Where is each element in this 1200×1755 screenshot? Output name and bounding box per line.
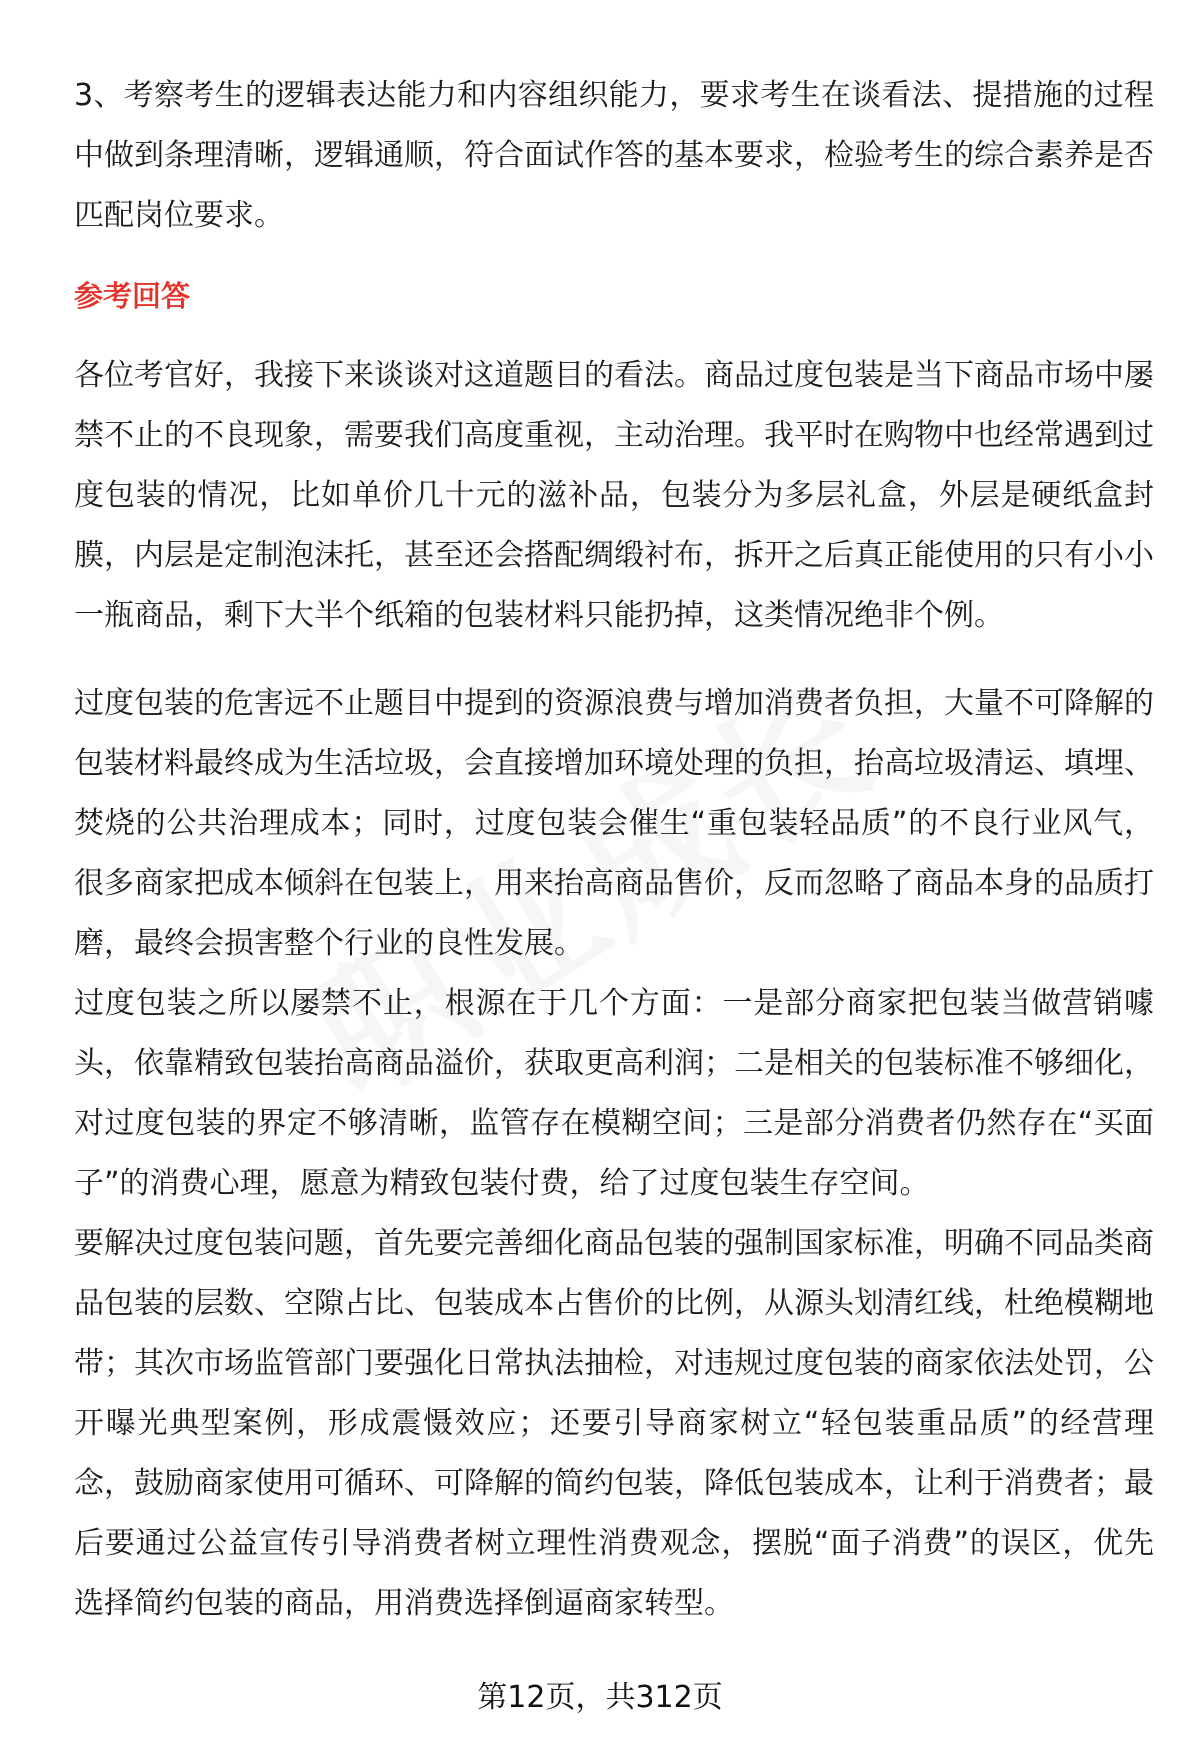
answer-paragraph-4: 要解决过度包装问题，首先要完善细化商品包装的强制国家标准，明确不同品类商品包装的层数、空隙占比、包装成本占售价的比例，从源头划清红线，杜绝模糊地带；其次市场监管部门要强化日常执法抽检，对违规过度包装的商家依法处罚，公开曝光典型案例，形成震慑效应；还要引导商家树立“轻包装重品质”的经营理念，鼓励商家使用可循环、可降解的简约包装，降低包装成本，让利于消费者；最后要通过公益宣传引导消费者树立理性消费观念，摆脱“面子消费”的误区，优先选择简约包装的商品，用消费选择倒逼商家转型。 xyxy=(74,1226,1154,1621)
document-body xyxy=(74,66,1154,1634)
answer-paragraph-1: 各位考官好，我接下来谈谈对这道题目的看法。商品过度包装是当下商品市场中屡禁不止的不良现象，需要我们高度重视，主动治理。我平时在购物中也经常遇到过度包装的情况，比如单价几十元的滋补品，包装分为多层礼盒，外层是硬纸盒封膜，内层是定制泡沫托，甚至还会搭配绸缎衬布，拆开之后真正能使用的只有小小一瓶商品，剩下大半个纸箱的包装材料只能扔掉，这类情况绝非个例。 xyxy=(74,358,1154,633)
answer-paragraph-2: 过度包装的危害远不止题目中提到的资源浪费与增加消费者负担，大量不可降解的包装材料最终成为生活垃圾，会直接增加环境处理的负担，抬高垃圾清运、填埋、焚烧的公共治理成本；同时，过度包装会催生“重包装轻品质”的不良行业风气，很多商家把成本倾斜在包装上，用来抬高商品售价，反而忽略了商品本身的品质打磨，最终会损害整个行业的良性发展。 xyxy=(74,686,1154,961)
page-footer: 第12页，共312页 xyxy=(477,1680,723,1715)
answer-paragraph-3: 过度包装之所以屡禁不止，根源在于几个方面：一是部分商家把包装当做营销噱头，依靠精致包装抬高商品溢价，获取更高利润；二是相关的包装标准不够细化，对过度包装的界定不够清晰，监管存在模糊空间；三是部分消费者仍然存在“买面子”的消费心理，愿意为精致包装付费，给了过度包装生存空间。 xyxy=(74,986,1154,1201)
section-heading: 参考回答 xyxy=(74,279,191,313)
intro-paragraph: 3、考察考生的逻辑表达能力和内容组织能力，要求考生在谈看法、提措施的过程中做到条理清晰，逻辑通顺，符合面试作答的基本要求，检验考生的综合素养是否匹配岗位要求。 xyxy=(74,78,1154,233)
